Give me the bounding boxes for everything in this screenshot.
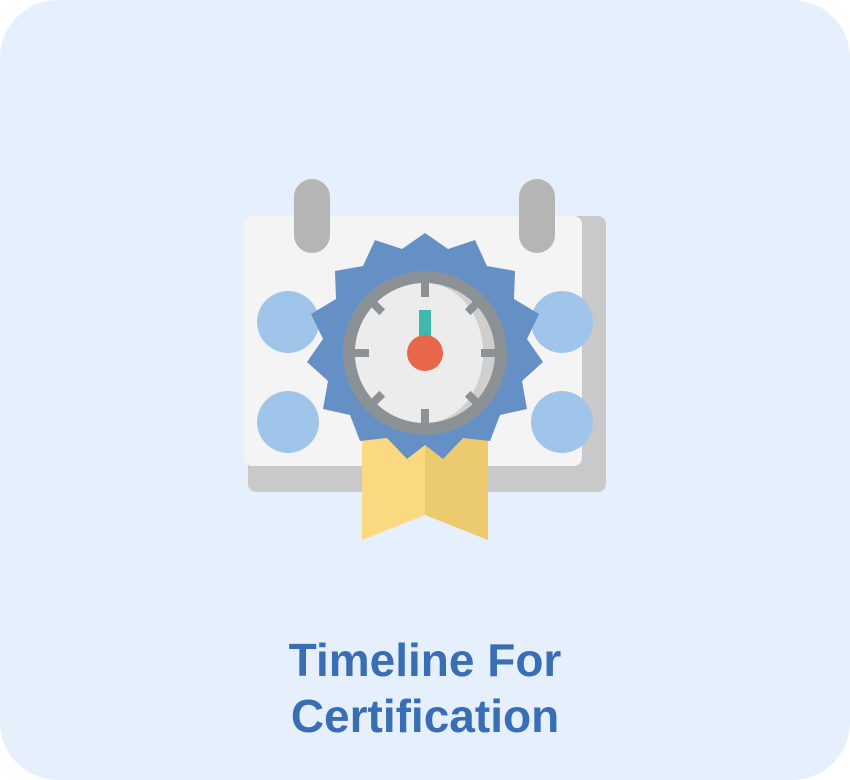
calendar-ring-right bbox=[519, 179, 555, 253]
card-title-line1: Timeline For bbox=[288, 634, 562, 686]
stopwatch-center bbox=[407, 335, 443, 371]
card-title-line2: Certification bbox=[290, 690, 560, 742]
calendar-dot bbox=[257, 291, 319, 353]
card-title bbox=[0, 632, 850, 744]
calendar-dot bbox=[531, 391, 593, 453]
calendar-dot bbox=[257, 391, 319, 453]
calendar-ring-left bbox=[294, 179, 330, 253]
calendar-dot bbox=[531, 291, 593, 353]
